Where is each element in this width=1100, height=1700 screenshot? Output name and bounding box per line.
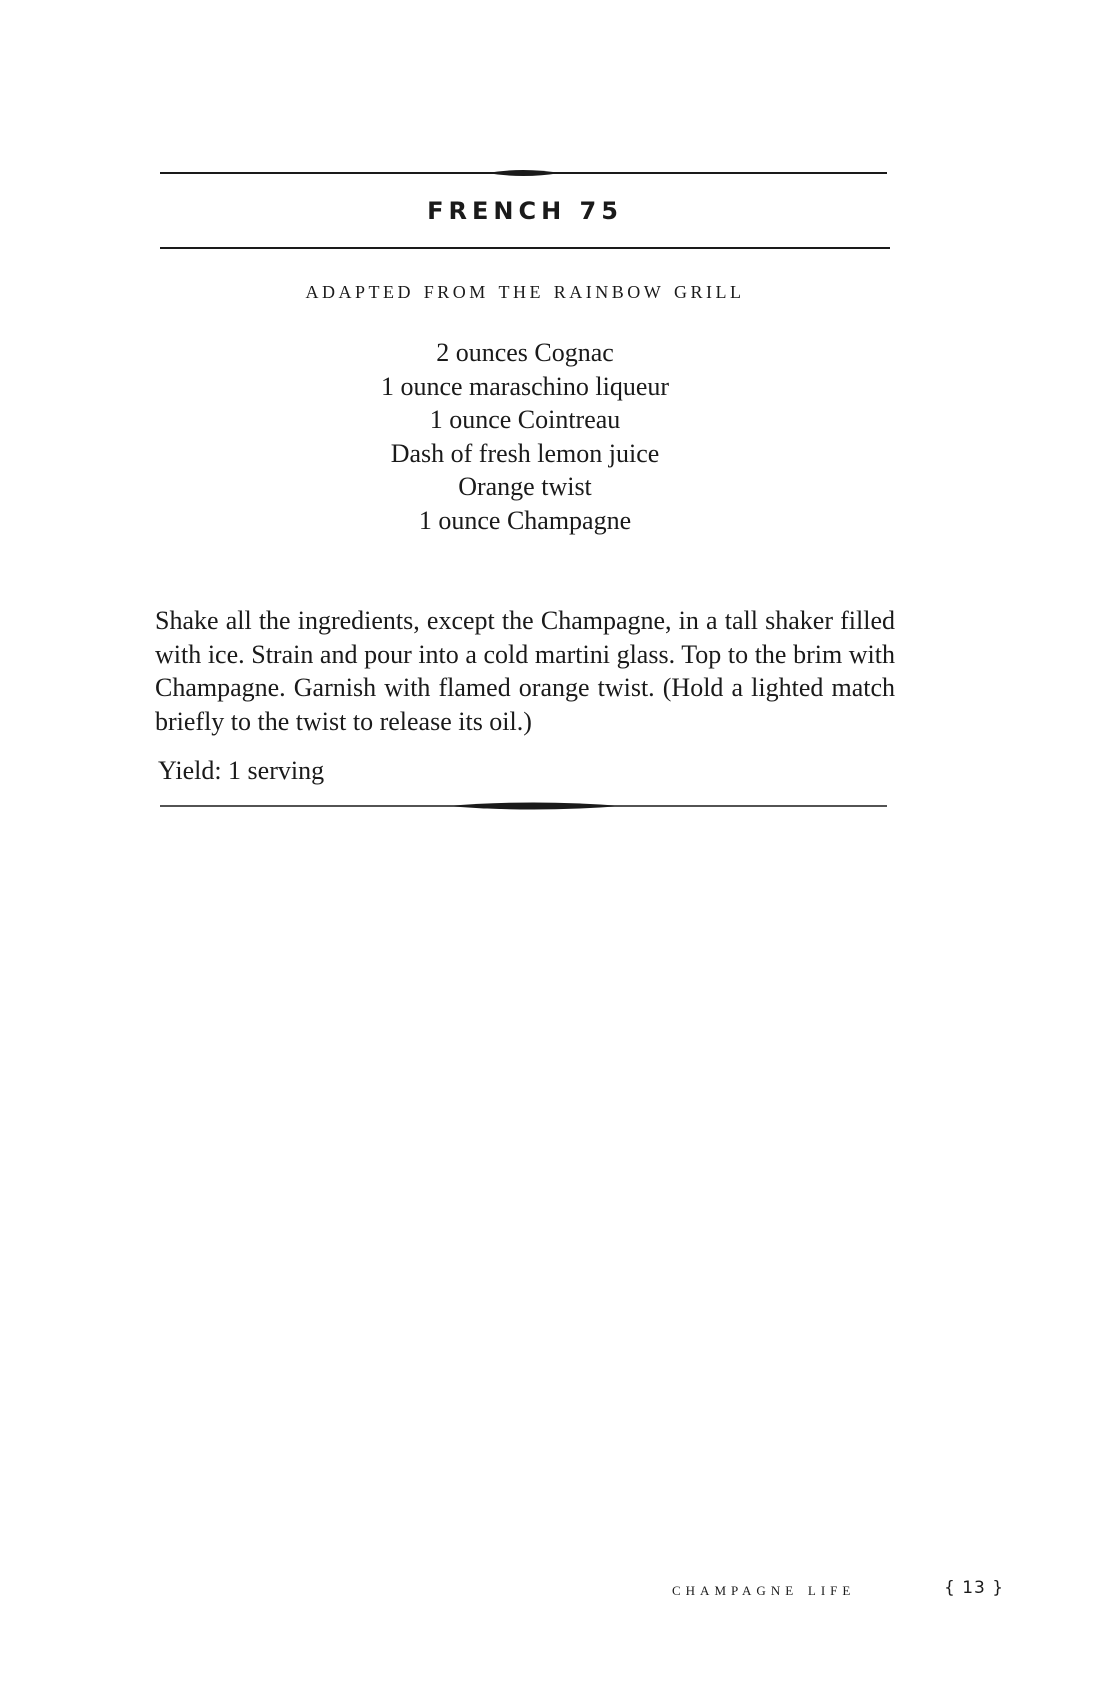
page-number: { 13 } (944, 1578, 1005, 1598)
running-footer-book-title: champagne life (672, 1579, 856, 1600)
ingredient-item: 2 ounces Cognac (436, 338, 614, 367)
ingredient-list (160, 336, 890, 537)
ingredient-item: Orange twist (458, 472, 592, 501)
ingredient-item: 1 ounce maraschino liqueur (380, 371, 670, 401)
recipe-source: adapted from the rainbow grill (305, 277, 745, 304)
bottom-ornament-rule (160, 799, 887, 813)
ingredient-item: 1 ounce Cointreau (429, 405, 621, 434)
title-underline-rule (160, 247, 890, 249)
ingredient-item: Dash of fresh lemon juice (390, 438, 660, 468)
recipe-instructions: Shake all the ingredients, except the Champagne, in a tall shaker filled with ice. Strain and pour into a cold martini glass. Top to the brim with Champagne. Garnish with flamed orange twist. (Hold a lighted match briefly to the twist to release its oil.) (155, 606, 895, 736)
recipe-title: FRENCH 75 (427, 197, 623, 225)
top-ornament-rule (160, 166, 887, 180)
ingredient-item: 1 ounce Champagne (418, 505, 632, 535)
recipe-yield: Yield: 1 serving (158, 756, 325, 785)
